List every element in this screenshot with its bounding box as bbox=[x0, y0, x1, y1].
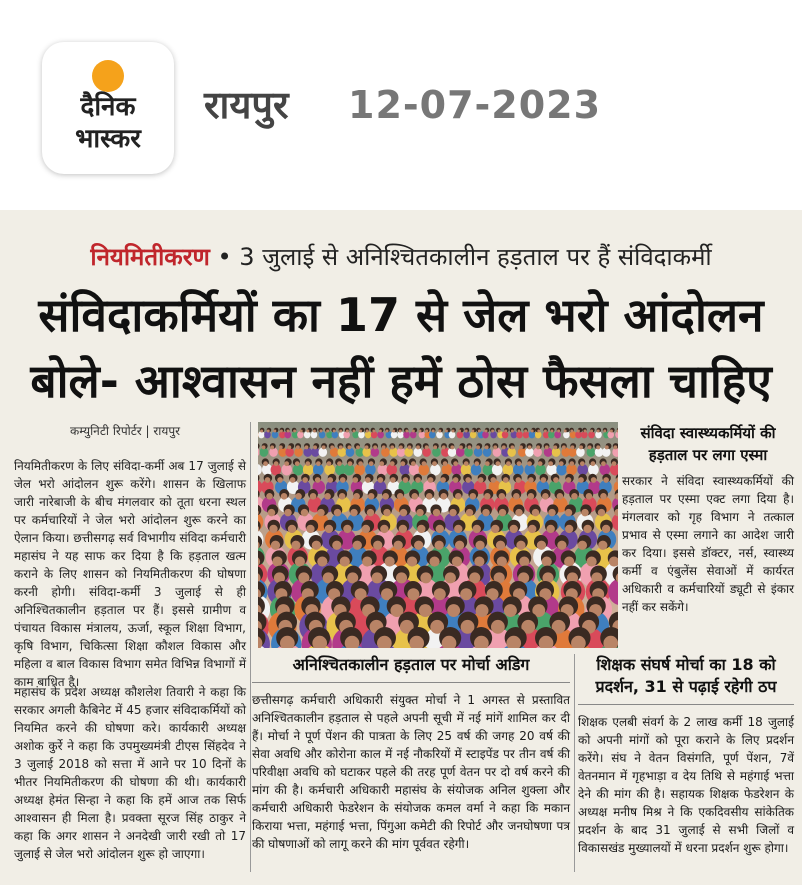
body-paragraph-1: नियमितीकरण के लिए संविदा-कर्मी अब 17 जुलाई से जेल भरो आंदोलन शुरू करेंगे। शासन के खिलाफ जारी नारेबाजी के बीच मंगलवार को तूता धरना स्थल पर कर्मचारियों ने जेल भरो आंदोलन शुरू करने का ऐलान किया। छत्तीसगढ़ सर्व विभागीय संविदा कर्मचारी महासंघ ने यह साफ कर दिया है कि हड़ताल खत्म कराने के लिए शासन को नियमितीकरण की घोषणा करनी होगी। संविदा-कर्मी 3 जुलाई से ही अनिश्चितकालीन हड़ताल पर हैं। इससे ग्रामीण व पंचायत विकास मंत्रालय, ऊर्जा, स्कूल शिक्षा विभाग, कृषि विभाग, चिकित्सा शिक्षा कौशल विकास और महिला व बाल विकास विभाग समेत विभिन्न विभागों में काम बाधित है। bbox=[14, 459, 246, 689]
teacher-box-title: शिक्षक संघर्ष मोर्चा का 18 को प्रदर्शन, 31 से पढ़ाई रहेगी ठप bbox=[578, 654, 794, 705]
teacher-box bbox=[578, 654, 794, 872]
esma-sidebar-body: सरकार ने संविदा स्वास्थ्यकर्मियों की हड़ताल पर एस्मा एक्ट लगा दिया है। मंगलवार को गृह विभाग ने तत्काल प्रभाव से एस्मा लगाने का आदेश जारी कर दिया। इससे डॉक्टर, नर्स, स्वास्थ्य कर्मी व एंबुलेंस सेवाओं में कार्यरत अधिकारी व कर्मचारियों ड्यूटी से इंकार नहीं कर सकेंगे। bbox=[622, 474, 794, 614]
morcha-box bbox=[252, 654, 570, 872]
sun-icon bbox=[92, 60, 124, 92]
logo-text-line1: दैनिक bbox=[80, 92, 136, 122]
body-paragraph-2: महासंघ के प्रदेश अध्यक्ष कौशलेश तिवारी ने कहा कि सरकार अगली कैबिनेट में 45 हजार संविदाकर्मियों को नियमित करने की घोषणा करे। कार्यकारी अध्यक्ष अशोक कुर्रे ने कहा कि उपमुख्यमंत्री टीएस सिंहदेव ने 3 जुलाई 2018 को सत्ता में आने पर 10 दिनों के भीतर नियमितीकरण की घोषणा की थी। कार्यकारी अध्यक्ष हेमंत सिन्हा ने कहा कि हमें आज तक सिर्फ आश्वासन ही मिला है। प्रवक्ता सूरज सिंह ठाकुर ने कहा कि अगर शासन ने अनदेखी जारी रखी तो 17 जुलाई से जेल भरो आंदोलन शुरू हो जाएगा। bbox=[14, 685, 246, 861]
headline-line2: बोले- आश्वासन नहीं हमें ठोस फैसला चाहिए bbox=[30, 354, 772, 408]
column-divider bbox=[250, 422, 251, 872]
morcha-box-body: छत्तीसगढ़ कर्मचारी अधिकारी संयुक्त मोर्चा ने 1 अगस्त से प्रस्तावित अनिश्चितकालीन हड़ताल से पहले अपनी सूची में नई मांगें शामिल कर दी हैं। मोर्चा ने पूर्ण पेंशन की पात्रता के लिए 25 वर्ष की जगह 20 वर्ष की सेवा अवधि और कोरोना काल में नई नौकरियों में स्टाइपेंड पर तीन वर्ष की परिवीक्षा अवधि को घटाकर पहले की तरह पूर्ण वेतन पर दो वर्ष करने की मांग की है। कर्मचारी अधिकारी महासंघ के संयोजक अनिल शुक्ला और कर्मचारी अधिकारी फेडरेशन के संयोजक कमल वर्मा ने कहा कि मकान किराया भत्ता, महंगाई भत्ता, पिंगुआ कमेटी की रिपोर्ट और जनघोषणा पत्र की घोषणाओं को लागू करने की मांग पूर्ववत रहेगी। bbox=[252, 693, 570, 851]
headline-line1: संविदाकर्मियों का 17 से जेल भरो आंदोलन bbox=[38, 288, 764, 342]
kicker bbox=[0, 240, 802, 274]
header bbox=[0, 0, 802, 210]
esma-sidebar bbox=[622, 422, 794, 648]
logo-text-line2: भास्कर bbox=[75, 124, 141, 154]
byline: कम्युनिटी रिपोर्टर | रायपुर bbox=[70, 424, 181, 438]
edition-city: रायपुर bbox=[204, 83, 289, 127]
crowd-photo-graphic bbox=[258, 422, 618, 648]
newspaper-clipping bbox=[0, 210, 802, 885]
kicker-text: • 3 जुलाई से अनिश्चितकालीन हड़ताल पर हैं संविदाकर्मी bbox=[209, 243, 712, 271]
column-divider bbox=[574, 654, 575, 872]
edition-date: 12-07-2023 bbox=[348, 83, 602, 127]
crowd-photo bbox=[258, 422, 618, 648]
kicker-label: नियमितीकरण bbox=[90, 243, 210, 271]
morcha-box-title: अनिश्चितकालीन हड़ताल पर मोर्चा अडिग bbox=[252, 654, 570, 683]
dainik-bhaskar-logo[interactable] bbox=[42, 42, 174, 174]
teacher-box-body: शिक्षक एलबी संवर्ग के 2 लाख कर्मी 18 जुलाई को अपनी मांगों को पूरा कराने के लिए प्रदर्शन करेंगे। संघ ने वेतन विसंगति, पूर्ण पेंशन, 7वें वेतनमान में गृहभाड़ा व देय तिथि से महंगाई भत्ता देने की मांग की है। सहायक शिक्षक फेडरेशन के अध्यक्ष मनीष मिश्र ने कि एकदिवसीय सांकेतिक प्रदर्शन के बाद 31 जुलाई से सभी जिलों व विकासखंड मुख्यालयों में धरना प्रदर्शन शुरू होगा। bbox=[578, 715, 794, 855]
esma-sidebar-title: संविदा स्वास्थ्यकर्मियों की हड़ताल पर लगा एस्मा bbox=[640, 424, 776, 464]
